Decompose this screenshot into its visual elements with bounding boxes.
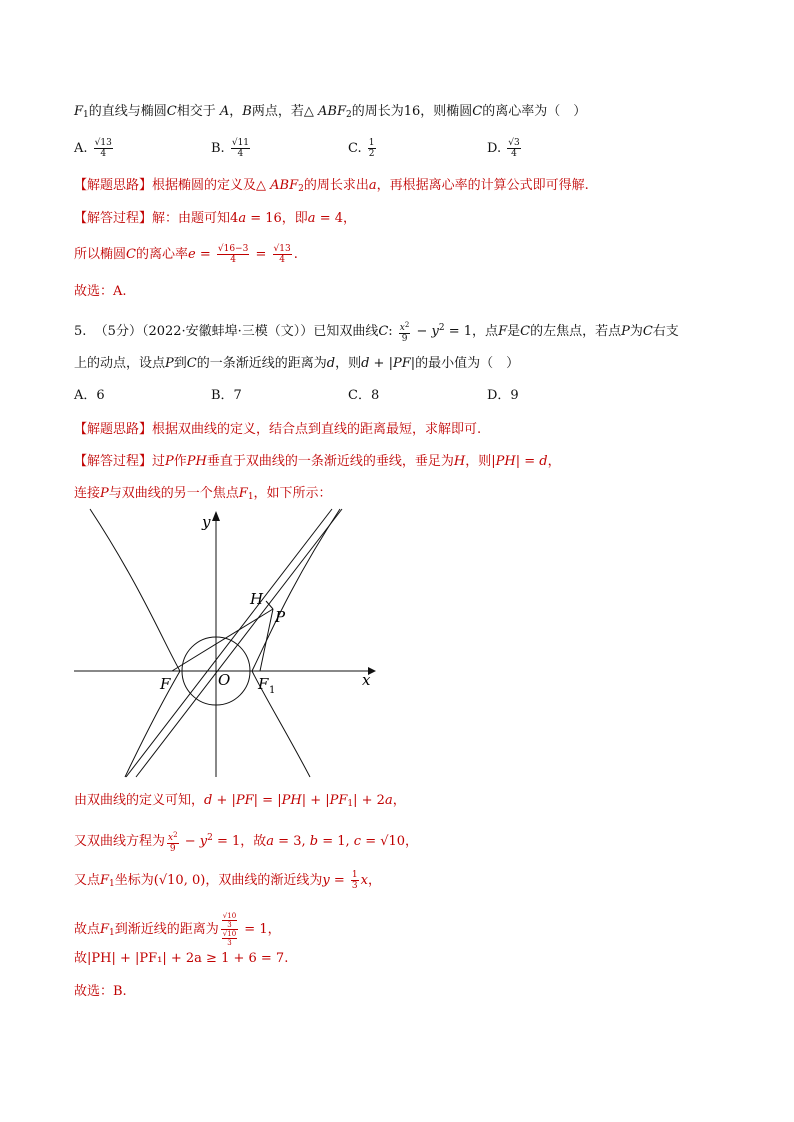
q5-solution-connect: 连接P与双曲线的另一个焦点$F_1$，如下所示： (74, 486, 332, 502)
q4-answer: 故选：A. (74, 284, 127, 299)
q5-step-conclusion: 故|PH| + |PF₁| + 2a ≥ 1 + 6 = 7. (74, 951, 289, 966)
q5-step-equation: 又双曲线方程为 $\frac{x^2}{9}$ − $y^2 = 1$，故a = 3, b = 1, c = √10， (74, 830, 419, 854)
asymptote-1 (126, 509, 332, 777)
q5-option-a: A．6 (74, 388, 105, 403)
hyperbola-right-branch (252, 509, 340, 777)
label-F1: F (258, 675, 269, 693)
asymptote-2 (136, 509, 342, 777)
segment-PH (266, 601, 273, 609)
q4-option-c: C. $\frac{1}{2}$ (348, 138, 375, 159)
q5-option-b: B．7 (211, 388, 242, 403)
q5-step-definition: 由双曲线的定义可知，$d + |PF| = |PH| + |PF_1| + 2a$， (74, 793, 406, 809)
q5-stem-line2: 上的动点，设点P到C的一条渐近线的距离为d，则d + |PF|的最小值为（ ） (74, 356, 520, 371)
y-axis-arrow (212, 511, 220, 521)
q4-solution-eccentricity: 所以椭圆C的离心率e = $\frac{√16-3}{4}$ = $\frac{√13}{4}$ . (74, 244, 298, 265)
segment-FP (172, 609, 273, 671)
q5-step-distance: 故点$F_1$到渐近线的距离为 $\frac{\frac{√10}{3}}{\frac{√10}{3}}$ = 1， (74, 912, 281, 947)
label-P: P (275, 608, 286, 626)
label-O: O (218, 671, 231, 689)
label-F1-sub: 1 (269, 685, 276, 696)
q4-stem: $F_1$的直线与椭圆C相交于 A，B两点，若△ $ABF_2$的周长为16，则椭圆C的离心率为（ ） (74, 104, 587, 120)
label-F: F (160, 675, 171, 693)
label-H: H (250, 590, 264, 608)
q5-option-d: D．9 (487, 388, 519, 403)
q5-solution-process: 【解答过程】过P作PH垂直于双曲线的一条渐近线的垂线，垂足为H，则|PH| = d， (74, 454, 561, 469)
q4-option-b: B. $\frac{√11}{4}$ (211, 138, 250, 159)
q5-stem-line1: 5. （5分）（2022·安徽蚌埠·三模（文））已知双曲线C: $\frac{x^2}{9}$ − $y^2 = 1$，点F是C的左焦点，若点P为C右支 (74, 320, 679, 344)
q4-solution-idea: 【解题思路】根据椭圆的定义及△ $ABF_2$的周长求出a，再根据离心率的计算公式即可得解. (74, 178, 589, 194)
hyperbola-figure (70, 505, 380, 785)
segment-PF1 (260, 609, 273, 671)
q5-answer: 故选：B. (74, 984, 127, 999)
q5-step-asymptote: 又点$F_1$坐标为(√10, 0)，双曲线的渐近线为y = $\frac{1}{3}$ x， (74, 870, 381, 891)
q5-solution-idea: 【解题思路】根据双曲线的定义，结合点到直线的距离最短，求解即可. (74, 422, 482, 437)
q4-solution-process: 【解答过程】解：由题可知4a = 16，即a = 4， (74, 211, 356, 226)
label-y: y (202, 513, 211, 531)
q4-option-d: D. $\frac{√3}{4}$ (487, 138, 520, 159)
q4-option-a: A. $\frac{√13}{4}$ (74, 138, 112, 159)
q5-option-c: C．8 (348, 388, 380, 403)
label-x: x (362, 671, 371, 689)
